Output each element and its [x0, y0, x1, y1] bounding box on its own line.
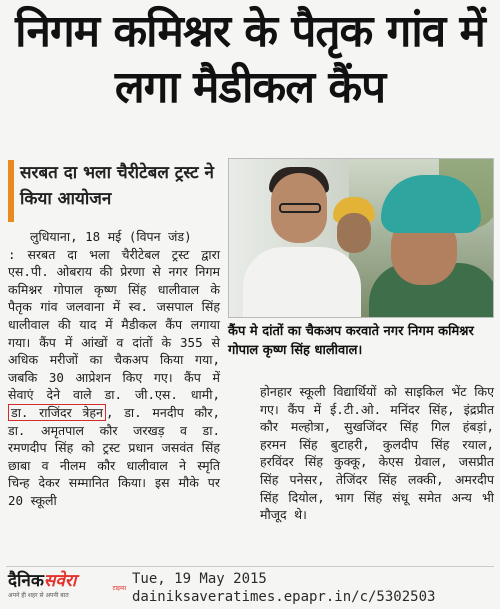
logo-times-tag: टाइम्स [112, 585, 126, 592]
news-photo [228, 158, 494, 318]
url-stamp: dainiksaveratimes.epapr.in/c/5302503 [132, 589, 436, 605]
logo-text-savera: सवेरा [43, 571, 77, 591]
newspaper-logo [8, 570, 126, 606]
epaper-stamp [132, 570, 492, 606]
dateline: लुधियाना, 18 मई (विपन जंड) [30, 229, 192, 244]
logo-wordmark [8, 570, 126, 592]
body-text-left-a: : सरबत दा भला चैरीटेबल ट्रस्ट द्वारा एस.पी. ओबराय की प्रेरणा से नगर निगम कमिश्नर गोपाल कृष्ण सिंह धालीवाल के पैतृक गांव जलवाना में स्व. जसपाल सिंह धालीवाल की याद में मैडीकल कैंप लगाया गया। कैंप में आंखों व दांतों के 355 से अधिक मरीजों का चैकअप किया गया, जबकि 30 आप्रेशन किए गए। कैंप में सेवाएं देने वाले डा. जी.एस. धामी, [8, 246, 220, 403]
article-body-right: होनहार स्कूली विद्यार्थियों को साइकिल भेंट किए गए। कैंप में ई.टी.ओ. मनिंदर सिंह, इंद्रप्रीत कौर मल्होत्रा, सुखजिंदर सिंह गिल हंबड़ां, हरमन सिंह बुटाहरी, कुलदीप सिंह रयाल, हरविंदर सिंह कुक्कू, केएस ग्रेवाल, जसप्रीत सिंह पनेसर, तेजिंदर सिंह लक्की, अमरदीप सिंह दियोल, भाग सिंह संधू समेत अन्य भी मौजूद थे। [260, 384, 494, 523]
article-body-left [8, 228, 220, 510]
footer-divider [6, 566, 494, 567]
glasses-icon [279, 203, 321, 213]
photo-caption: कैंप मे दांतों का चैकअप करवाते नगर निगम कमिश्नर गोपाल कृष्ण सिंह धालीवाल। [228, 324, 474, 358]
logo-text-dainik: दैनिक [8, 571, 44, 591]
article-subhead: सरबत दा भला चैरीटेबल ट्रस्ट ने किया आयोजन [20, 163, 214, 209]
article-headline: निगम कमिश्नर के पैतृक गांव में लगा मैडीकल कैंप [15, 6, 485, 113]
photo-person-background-head [337, 213, 371, 253]
photo-person-commissioner-body [243, 247, 361, 318]
highlighted-name: डा. राजिंदर त्रेहन [8, 404, 106, 421]
body-text-left-b: , डा. मनदीप कौर, डा. अमृतपाल कौर जरखड़ व डा. रमणदीप सिंह को ट्रस्ट प्रधान जसवंत सिंह छाबा व नीलम कौर धालीवाल ने स्मृति चिन्ह देकर सम्मानित किया। इस मौके पर 20 स्कूली [8, 404, 220, 508]
logo-tagline: अपने ही शहर से अपनी बात [8, 592, 69, 599]
subhead-box [8, 160, 218, 222]
date-stamp: Tue, 19 May 2015 [132, 571, 267, 587]
